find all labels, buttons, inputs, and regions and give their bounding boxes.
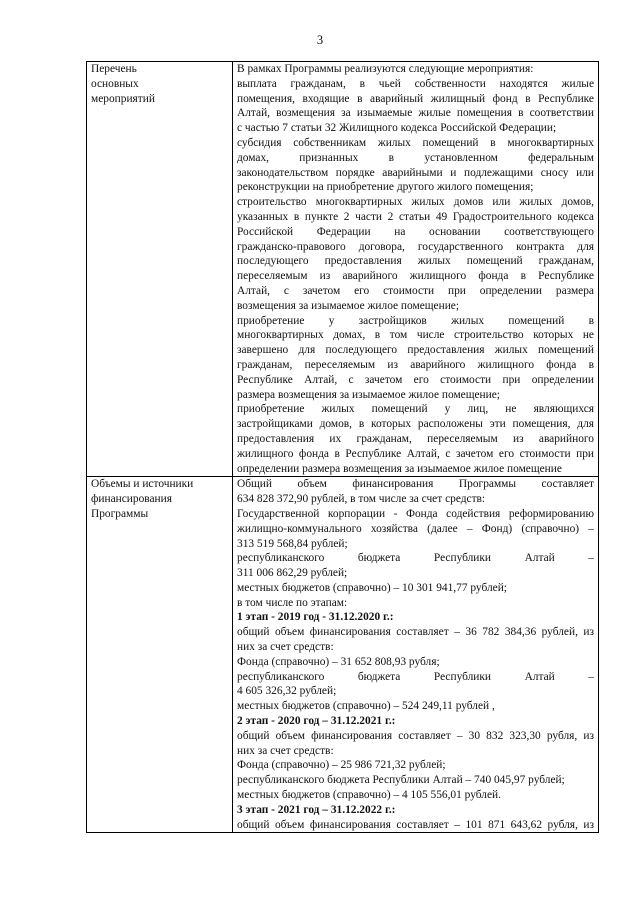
content-line: Общий объем финансирования Программы составляет	[237, 478, 594, 491]
content-line: Алтай, с зачетом его стоимости при определении размера	[237, 284, 594, 297]
content-line: законодательством порядке аварийными и подлежащими сносу или	[237, 166, 594, 179]
content-line: жилищного фонда в Республике Алтай, с зачетом его стоимости при	[237, 447, 594, 460]
stage-heading: 3 этап - 2021 год – 31.12.2022 г.:	[237, 803, 396, 816]
content-line: завершено для последующего предоставления жилых помещений	[237, 344, 594, 357]
content-line: субсидия собственникам жилых помещений в многоквартирных	[237, 136, 594, 149]
content-line: в том числе по этапам:	[237, 596, 348, 609]
content-line: размера возмещения за изымаемое жилое помещение;	[237, 388, 500, 401]
content-line: застройщиками домов, в которых расположены эти помещения, для	[237, 418, 594, 431]
page-number: 3	[316, 33, 324, 47]
content-line: приобретение у застройщиков жилых помещений в	[237, 314, 594, 327]
content-line: местных бюджетов (справочно) – 4 105 556,01 рублей.	[237, 789, 501, 802]
content-line: последующего предоставления жилых помещений гражданам,	[237, 255, 594, 268]
content-line: Алтай, возмещения за изымаемые жилые помещения в соответствии	[237, 107, 594, 120]
content-line: общий объем финансирования составляет – 36 782 384,36 рублей, из	[237, 626, 594, 639]
content-line: Государственной корпорации - Фонда содействия реформированию	[237, 507, 594, 520]
content-line: республиканского бюджета Республики Алтай – 740 045,97 рублей;	[237, 774, 565, 787]
content-line: В рамках Программы реализуются следующие мероприятия:	[237, 63, 534, 75]
content-line: переселяемым из аварийного жилищного фонда в Республике	[237, 270, 594, 283]
program-passport-table	[86, 61, 599, 833]
row-label-line: финансирования	[91, 493, 172, 506]
row-label-line: Программы	[91, 507, 149, 520]
row-label-line: Объемы и источники	[91, 478, 194, 491]
content-line: 313 519 568,84 рублей;	[237, 537, 348, 550]
table-row	[87, 62, 599, 477]
row-content-cell	[233, 477, 599, 833]
content-line: 311 006 862,29 рублей;	[237, 567, 348, 580]
content-line: предоставления их гражданам, переселяемым из аварийного	[237, 432, 594, 445]
content-line: 4 605 326,32 рублей;	[237, 685, 337, 698]
content-line: местных бюджетов (справочно) – 524 249,11 рублей ,	[237, 700, 495, 713]
content-line: гражданско-правового договора, государственного контракта для	[237, 240, 594, 253]
row-label-line: основных	[91, 77, 139, 90]
content-line: выплата гражданам, в чьей собственности находятся жилые	[237, 77, 594, 90]
content-line: Российской Федерации на основании соответствующего	[237, 225, 594, 238]
content-line: общий объем финансирования составляет – 30 832 323,30 рубля, из	[237, 729, 594, 742]
content-line: Республике Алтай, с зачетом его стоимости при определении	[237, 373, 594, 386]
content-line: гражданам, переселяемым из аварийного жилищного фонда в	[237, 358, 594, 371]
content-line: указанных в пункте 2 части 2 статьи 49 Градостроительного кодекса	[237, 210, 594, 223]
row-content-cell	[233, 62, 599, 477]
content-line: с частью 7 статьи 32 Жилищного кодекса Российской Федерации;	[237, 122, 557, 135]
content-line: приобретение жилых помещений у лиц, не являющихся	[237, 403, 594, 416]
row-label-line: Перечень	[91, 63, 137, 75]
content-line: домах, признанных в установленном федеральным	[237, 151, 594, 164]
stage-heading: 2 этап - 2020 год – 31.12.2021 г.:	[237, 715, 396, 728]
content-line: общий объем финансирования составляет – 101 871 643,62 рубля, из	[237, 818, 594, 831]
content-line: реконструкции на приобретение другого жилого помещения;	[237, 181, 534, 194]
content-line: 634 828 372,90 рублей, в том числе за счет средств:	[237, 493, 486, 506]
content-line: жилищно-коммунального хозяйства (далее – Фонд) (справочно) –	[237, 522, 594, 535]
content-line: местных бюджетов (справочно) – 10 301 941,77 рублей;	[237, 581, 507, 594]
stage-heading: 1 этап - 2019 год - 31.12.2020 г.:	[237, 611, 394, 624]
content-line: республиканского бюджета Республики Алтай –	[237, 670, 594, 683]
content-line: республиканского бюджета Республики Алтай –	[237, 552, 594, 565]
content-line: многоквартирных домах, в том числе строительство которых не	[237, 329, 594, 342]
content-line: помещения, входящие в аварийный жилищный фонд в Республике	[237, 92, 594, 105]
content-line: них за счет средств:	[237, 744, 334, 757]
row-label-cell	[87, 477, 233, 833]
content-line: Фонда (справочно) – 25 986 721,32 рублей;	[237, 759, 446, 772]
content-line: Фонда (справочно) – 31 652 808,93 рубля;	[237, 655, 440, 668]
content-line: строительство многоквартирных жилых домов или жилых домов,	[237, 196, 594, 209]
content-line: возмещения за изымаемое жилое помещение;	[237, 299, 460, 312]
table-row	[87, 477, 599, 833]
content-line: определении размера возмещения за изымаемое жилое помещение	[237, 462, 562, 475]
content-line: них за счет средств:	[237, 641, 334, 654]
row-label-line: мероприятий	[91, 92, 155, 105]
row-label-cell	[87, 62, 233, 477]
